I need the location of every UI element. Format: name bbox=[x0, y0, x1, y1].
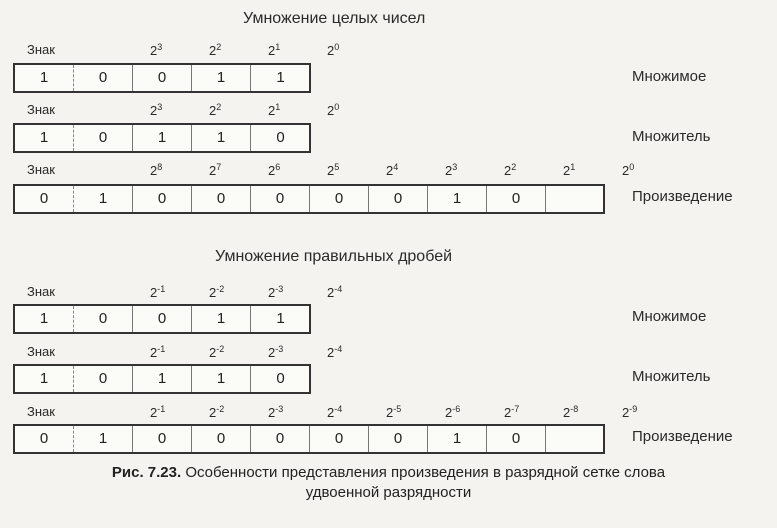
bit-cell bbox=[546, 186, 605, 212]
bit-weight-header: $2^{-4}$ bbox=[327, 404, 343, 420]
bit-cell: 0 bbox=[487, 426, 546, 452]
bit-weight-header: Знак bbox=[27, 404, 55, 419]
bit-cell: 0 bbox=[310, 186, 369, 212]
bit-weight-header: $2^7$ bbox=[209, 162, 222, 178]
bit-cell: 1 bbox=[74, 426, 133, 452]
bit-weight-header: $2^0$ bbox=[327, 42, 340, 58]
int-multiplier-row bbox=[13, 123, 311, 153]
bit-weight-header: Знак bbox=[27, 284, 55, 299]
bit-weight-header: Знак bbox=[27, 344, 55, 359]
int-product-label: Произведение bbox=[632, 188, 733, 205]
bit-weight-header: $2^{-7}$ bbox=[504, 404, 520, 420]
bit-weight-header: $2^0$ bbox=[622, 162, 635, 178]
fraction-title: Умножение правильных дробей bbox=[215, 248, 453, 265]
bit-cell: 0 bbox=[251, 426, 310, 452]
bit-weight-header: $2^1$ bbox=[563, 162, 576, 178]
bit-cell: 1 bbox=[133, 366, 192, 392]
bit-weight-header: $2^1$ bbox=[268, 42, 281, 58]
int-multiplicand-row bbox=[13, 63, 311, 93]
bit-weight-header: $2^{-3}$ bbox=[268, 404, 284, 420]
bit-weight-header: $2^{-5}$ bbox=[386, 404, 402, 420]
bit-cell: 1 bbox=[192, 65, 251, 91]
sign-bit-cell: 1 bbox=[15, 306, 74, 332]
bit-weight-header: $2^{-1}$ bbox=[150, 284, 166, 300]
bit-weight-header: $2^4$ bbox=[386, 162, 399, 178]
frac-product-label: Произведение bbox=[632, 428, 733, 445]
frac-product-row bbox=[13, 424, 605, 454]
int-product-row bbox=[13, 184, 605, 214]
bit-cell: 1 bbox=[276, 310, 285, 327]
bit-cell: 1 bbox=[428, 186, 487, 212]
bit-weight-header: $2^2$ bbox=[209, 42, 222, 58]
bit-cell: 0 bbox=[133, 426, 192, 452]
bit-weight-header: $2^{-4}$ bbox=[327, 284, 343, 300]
bit-weight-header: $2^2$ bbox=[209, 102, 222, 118]
bit-cell: 0 bbox=[487, 186, 546, 212]
bit-weight-header: $2^1$ bbox=[268, 102, 281, 118]
sign-bit-cell: 1 bbox=[15, 65, 74, 91]
bit-cell: 1 bbox=[428, 426, 487, 452]
bit-cell: 0 bbox=[369, 186, 428, 212]
bit-weight-header: $2^{-1}$ bbox=[150, 404, 166, 420]
int-multiplicand-headers bbox=[0, 42, 777, 62]
bit-cell: 0 bbox=[192, 186, 251, 212]
bit-cell: 1 bbox=[74, 186, 133, 212]
bit-cell: 0 bbox=[276, 129, 285, 146]
bit-cell: 0 bbox=[74, 65, 133, 91]
bit-weight-header: $2^8$ bbox=[150, 162, 163, 178]
sign-bit-cell: 1 bbox=[15, 366, 74, 392]
bit-cell: 1 bbox=[133, 125, 192, 151]
bit-weight-header: $2^{-3}$ bbox=[268, 344, 284, 360]
bit-weight-header: $2^3$ bbox=[445, 162, 458, 178]
bit-weight-header: $2^3$ bbox=[150, 102, 163, 118]
int-multiplicand-label: Множимое bbox=[632, 68, 707, 85]
bit-weight-header: $2^3$ bbox=[150, 42, 163, 58]
int-product-headers bbox=[0, 162, 777, 182]
bit-weight-header: Знак bbox=[27, 162, 55, 177]
bit-weight-header: $2^{-3}$ bbox=[268, 284, 284, 300]
bit-cell: 0 bbox=[251, 186, 310, 212]
bit-cell bbox=[546, 426, 605, 452]
bit-cell: 0 bbox=[74, 306, 133, 332]
bit-weight-header: $2^{-9}$ bbox=[622, 404, 638, 420]
bit-weight-header: $2^5$ bbox=[327, 162, 340, 178]
bit-weight-header: $2^2$ bbox=[504, 162, 517, 178]
bit-weight-header: $2^{-1}$ bbox=[150, 344, 166, 360]
figure-caption bbox=[0, 463, 777, 503]
caption-figure-ref: Рис. 7.23. bbox=[111, 464, 182, 481]
sign-bit-cell: 1 bbox=[15, 125, 74, 151]
bit-cell: 0 bbox=[133, 186, 192, 212]
bit-weight-header: $2^{-6}$ bbox=[445, 404, 461, 420]
frac-multiplicand-headers bbox=[0, 284, 777, 304]
bit-cell: 1 bbox=[192, 366, 251, 392]
int-multiplier-headers bbox=[0, 102, 777, 122]
bit-cell: 1 bbox=[192, 306, 251, 332]
bit-weight-header: Знак bbox=[27, 42, 55, 57]
bit-weight-header: Знак bbox=[27, 102, 55, 117]
frac-multiplier-label: Множитель bbox=[632, 368, 711, 385]
bit-weight-header: $2^{-4}$ bbox=[327, 344, 343, 360]
frac-multiplier-row bbox=[13, 364, 311, 394]
integer-title: Умножение целых чисел bbox=[243, 10, 426, 27]
bit-weight-header: $2^6$ bbox=[268, 162, 281, 178]
bit-cell: 1 bbox=[276, 69, 285, 86]
frac-product-headers bbox=[0, 404, 777, 424]
bit-cell: 0 bbox=[133, 65, 192, 91]
bit-weight-header: $2^{-2}$ bbox=[209, 284, 225, 300]
bit-weight-header: $2^{-8}$ bbox=[563, 404, 579, 420]
bit-cell: 0 bbox=[133, 306, 192, 332]
bit-cell: 0 bbox=[74, 125, 133, 151]
bit-cell: 0 bbox=[74, 366, 133, 392]
caption-text-1: Особенности представления произведения в разрядной сетке слова bbox=[185, 464, 666, 481]
bit-weight-header: $2^{-2}$ bbox=[209, 404, 225, 420]
frac-multiplier-headers bbox=[0, 344, 777, 364]
sign-bit-cell: 0 bbox=[15, 426, 74, 452]
bit-weight-header: $2^{-2}$ bbox=[209, 344, 225, 360]
bit-cell: 0 bbox=[192, 426, 251, 452]
bit-cell: 0 bbox=[369, 426, 428, 452]
bit-weight-header: $2^0$ bbox=[327, 102, 340, 118]
bit-cell: 0 bbox=[276, 370, 285, 387]
caption-line-1 bbox=[0, 463, 777, 483]
frac-multiplicand-row bbox=[13, 304, 311, 334]
bit-cell: 0 bbox=[310, 426, 369, 452]
bit-cell: 1 bbox=[192, 125, 251, 151]
caption-line-2: удвоенной разрядности bbox=[305, 484, 472, 501]
frac-multiplicand-label: Множимое bbox=[632, 308, 707, 325]
sign-bit-cell: 0 bbox=[15, 186, 74, 212]
int-multiplier-label: Множитель bbox=[632, 128, 711, 145]
